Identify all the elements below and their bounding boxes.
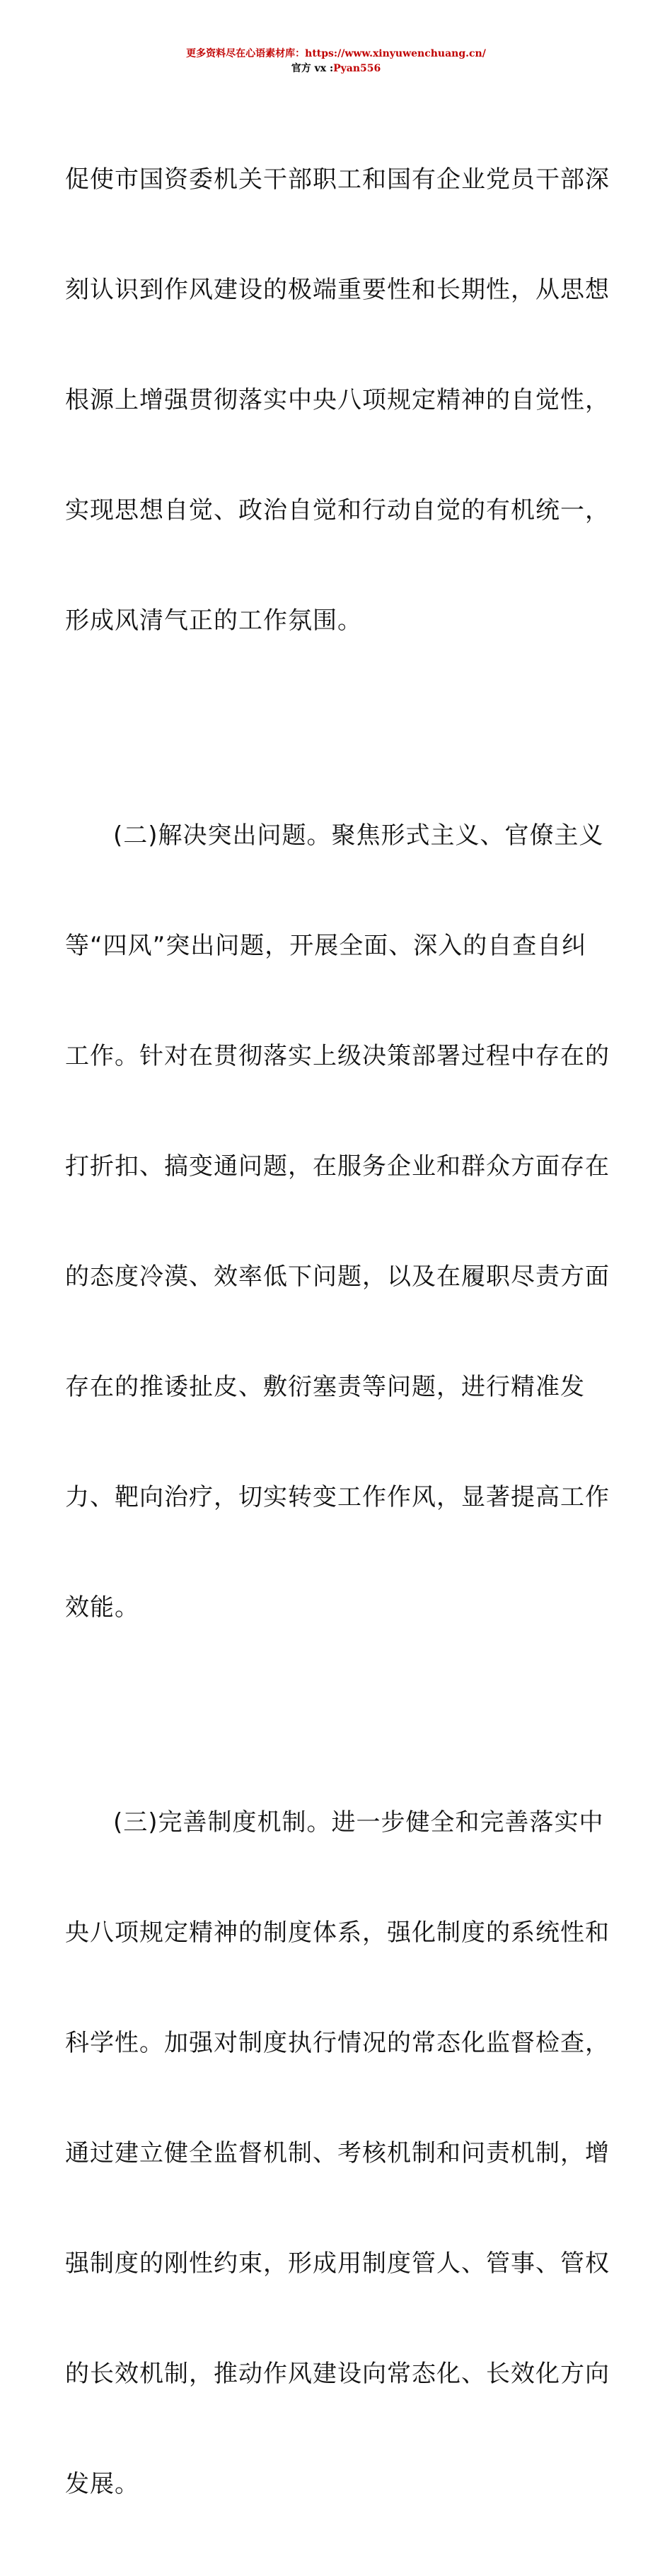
paragraph-continuation (65, 88, 613, 713)
text-line: 等“四风”突出问题，开展全面、深入的自查自纠 (65, 932, 587, 960)
header-contact-id: Pyan556 (333, 63, 381, 74)
header-contact-prefix: 官方 vx : (291, 63, 334, 74)
text-line: 发展。 (65, 2470, 139, 2498)
text-line: 的长效机制，推动作风建设向常态化、长效化方向 (65, 2360, 610, 2388)
text-line: 效能。 (65, 1593, 139, 1622)
text-line: 实现思想自觉、政治自觉和行动自觉的有机统一， (65, 496, 610, 525)
text-line: 通过建立健全监督机制、考核机制和问责机制，增 (65, 2139, 610, 2167)
text-line: 根源上增强贯彻落实中央八项规定精神的自觉性， (65, 386, 610, 414)
text-line: 形成风清气正的工作氛围。 (65, 607, 362, 635)
document-body (65, 88, 613, 2576)
text-line: (三)完善制度机制。进一步健全和完善落实中 (113, 1808, 604, 1837)
text-line: 央八项规定精神的制度体系，强化制度的系统性和 (65, 1919, 610, 1947)
text-line: 打折扣、搞变通问题，在服务企业和群众方面存在 (65, 1152, 610, 1181)
text-line: (二)解决突出问题。聚焦形式主义、官僚主义 (113, 821, 604, 850)
text-line: 存在的推诿扯皮、敷衍塞责等问题，进行精准发 (65, 1373, 585, 1401)
text-line: 促使市国资委机关干部职工和国有企业党员干部深 (65, 165, 610, 194)
paragraph-solve-problems (65, 744, 613, 1699)
paragraph-improve-mechanisms (65, 1731, 613, 2576)
text-line: 的态度冷漠、效率低下问题，以及在履职尽责方面 (65, 1263, 610, 1291)
watermark-header (0, 47, 672, 76)
text-line: 刻认识到作风建设的极端重要性和长期性，从思想 (65, 276, 610, 304)
header-source-line: 更多资料尽在心语素材库：https://www.xinyuwenchuang.cn/ (186, 48, 486, 59)
text-line: 力、靶向治疗，切实转变工作作风，显著提高工作 (65, 1483, 610, 1511)
text-line: 强制度的刚性约束，形成用制度管人、管事、管权 (65, 2249, 610, 2278)
text-line: 科学性。加强对制度执行情况的常态化监督检查， (65, 2029, 610, 2057)
header-contact-line (0, 62, 672, 76)
text-line: 工作。针对在贯彻落实上级决策部署过程中存在的 (65, 1042, 610, 1070)
